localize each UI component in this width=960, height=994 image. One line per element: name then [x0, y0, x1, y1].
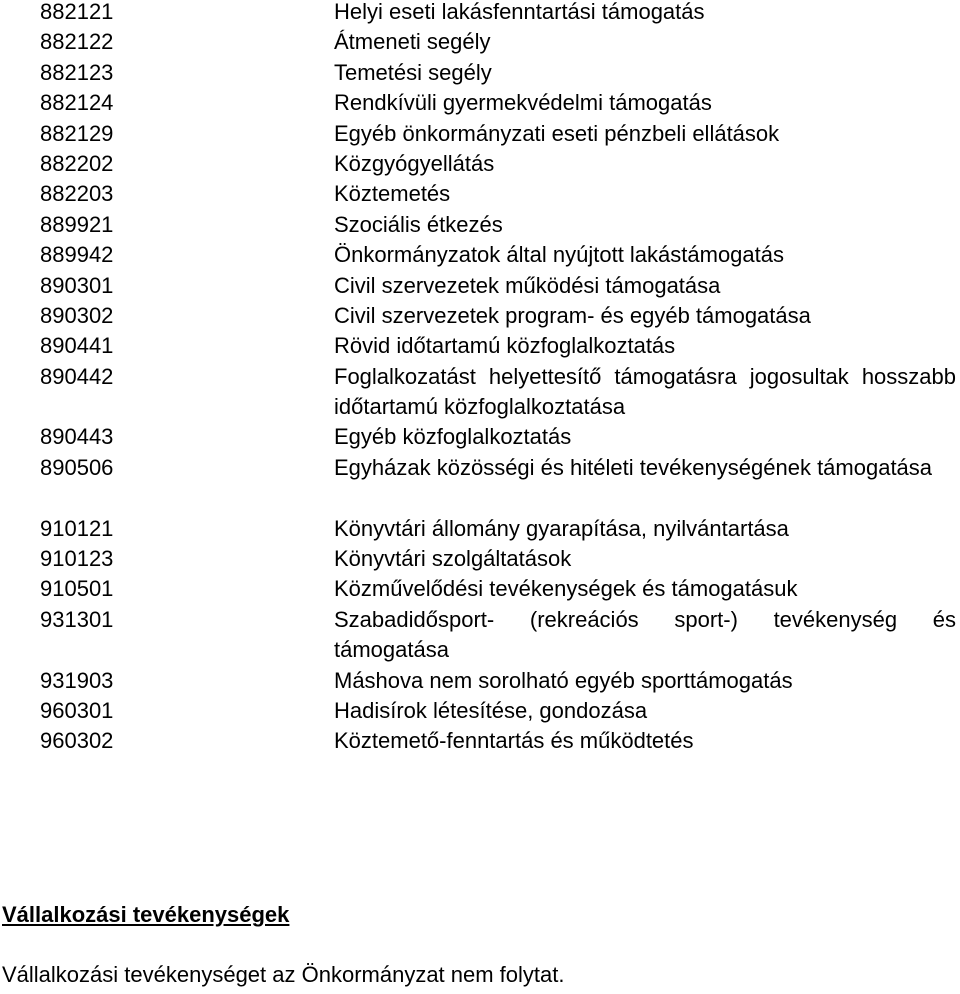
activity-code: 882202 [40, 150, 114, 176]
activity-code: 931301 [40, 606, 114, 632]
activity-code: 890506 [40, 454, 114, 480]
activity-code: 882129 [40, 120, 114, 146]
activity-label: Egyéb közfoglalkoztatás [334, 424, 572, 450]
list-item [0, 669, 960, 699]
activity-label: Szociális étkezés [334, 211, 503, 237]
activity-code: 890441 [40, 333, 114, 359]
section-body-text: Vállalkozási tevékenységet az Önkormányzat nem folytat. [2, 962, 565, 987]
list-item [0, 213, 960, 243]
list-item [0, 91, 960, 121]
activity-label: Foglalkozatást helyettesítő támogatásra jogosultak hosszabb időtartamú közfoglalkoztatása [334, 363, 956, 420]
activity-code: 890443 [40, 424, 114, 450]
activity-code: 882121 [40, 0, 114, 24]
activity-code: 890442 [40, 363, 114, 389]
activity-code: 890301 [40, 272, 114, 298]
activity-code: 889921 [40, 211, 114, 237]
activity-label: Rendkívüli gyermekvédelmi támogatás [334, 90, 712, 116]
activity-label: Közművelődési tevékenységek és támogatásuk [334, 576, 798, 602]
activity-label: Köztemetés [334, 181, 451, 207]
activity-label: Civil szervezetek program- és egyéb támogatása [334, 302, 811, 328]
list-item [0, 122, 960, 152]
activity-label: Civil szervezetek működési támogatása [334, 272, 721, 298]
list-item [0, 547, 960, 577]
list-item [0, 182, 960, 212]
list-item [0, 425, 960, 455]
list-item [0, 61, 960, 91]
list-item [0, 699, 960, 729]
list-item [0, 0, 960, 30]
activity-code: 882124 [40, 90, 114, 116]
list-item [0, 365, 960, 426]
activity-code: 910121 [40, 515, 114, 541]
activity-label: Egyéb önkormányzati eseti pénzbeli ellátások [334, 120, 780, 146]
activity-code: 910123 [40, 546, 114, 572]
activity-code: 882122 [40, 29, 114, 55]
activity-label: Rövid időtartamú közfoglalkoztatás [334, 333, 676, 359]
activity-label: Helyi eseti lakásfenntartási támogatás [334, 0, 705, 24]
activity-label: Máshova nem sorolható egyéb sporttámogatás [334, 667, 793, 693]
activity-code: 882203 [40, 181, 114, 207]
section-heading: Vállalkozási tevékenységek [2, 902, 290, 927]
activity-code: 889942 [40, 242, 114, 268]
activity-code: 960301 [40, 698, 114, 724]
activity-code: 882123 [40, 59, 114, 85]
activity-label: Közgyógyellátás [334, 150, 495, 176]
list-item [0, 304, 960, 334]
activity-label: Átmeneti segély [334, 29, 491, 55]
activity-label: Egyházak közösségi és hitéleti tevékenységének támogatása [334, 454, 933, 480]
activity-code: 960302 [40, 728, 114, 754]
list-item [0, 729, 960, 759]
activity-label: Szabadidősport- (rekreációs sport-) tevékenység és támogatása [334, 606, 956, 663]
list-item [0, 274, 960, 304]
activity-code: 931903 [40, 667, 114, 693]
activity-label: Hadisírok létesítése, gondozása [334, 698, 648, 724]
list-item [0, 243, 960, 273]
list-item [0, 152, 960, 182]
list-item [0, 608, 960, 669]
activity-code: 910501 [40, 576, 114, 602]
activity-label: Önkormányzatok által nyújtott lakástámogatás [334, 242, 785, 268]
activity-label: Könyvtári állomány gyarapítása, nyilvántartása [334, 515, 789, 541]
list-item [0, 577, 960, 607]
activity-label: Köztemető-fenntartás és működtetés [334, 728, 694, 754]
activity-code: 890302 [40, 302, 114, 328]
list-item [0, 334, 960, 364]
list-item [0, 30, 960, 60]
list-item [0, 456, 960, 517]
activity-label: Temetési segély [334, 59, 492, 85]
activity-label: Könyvtári szolgáltatások [334, 546, 572, 572]
list-item [0, 517, 960, 547]
